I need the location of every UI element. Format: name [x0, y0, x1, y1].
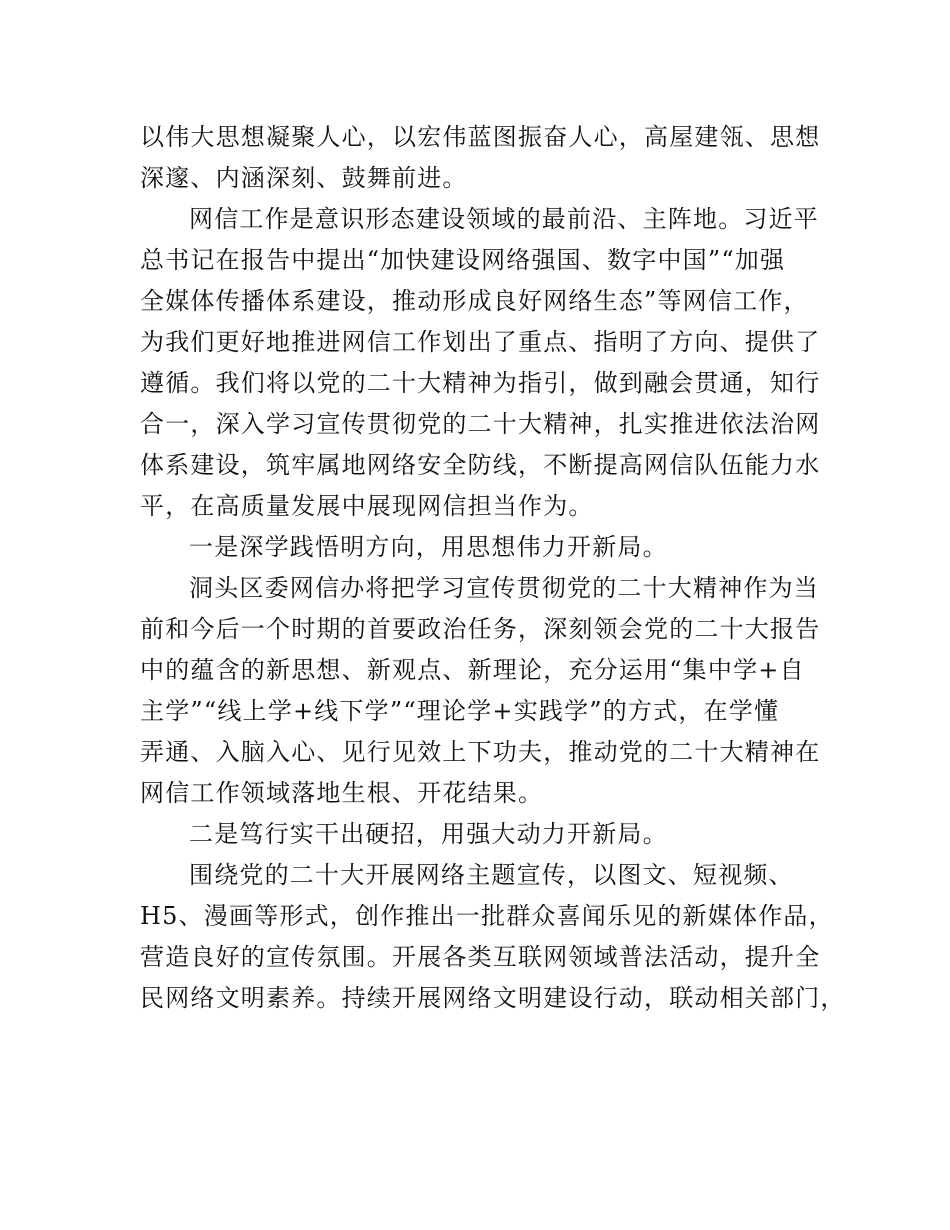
text-line: 总书记在报告中提出“加快建设网络强国、数字中国”“加强 [140, 246, 786, 274]
paragraph-publicity [140, 855, 846, 1019]
text-line: 网信工作是意识形态建设领域的最前沿、主阵地。习近平 [189, 205, 819, 233]
text-line: 中的蕴含的新思想、新观点、新理论，充分运用“集中学+自 [140, 656, 805, 684]
text-line: 平，在高质量发展中展现网信担当作为。 [140, 492, 594, 520]
section-heading-one [140, 527, 820, 568]
text-line: 主学”“线上学+线下学”“理论学+实践学”的方式，在学懂 [140, 697, 780, 725]
text-line: 体系建设，筑牢属地网络安全防线，不断提高网信队伍能力水 [140, 451, 821, 479]
heading-line: 一是深学践悟明方向，用思想伟力开新局。 [189, 533, 668, 561]
text-line: 营造良好的宣传氛围。开展各类互联网领域普法活动，提升全 [140, 943, 821, 971]
text-line: 洞头区委网信办将把学习宣传贯彻党的二十大精神作为当 [189, 574, 819, 602]
text-line: 以伟大思想凝聚人心，以宏伟蓝图振奋人心，高屋建瓴、思想 [140, 123, 821, 151]
heading-line: 二是笃行实干出硬招，用强大动力开新局。 [189, 820, 668, 848]
text-line: 弄通、入脑入心、见行见效上下功夫，推动党的二十大精神在 [140, 738, 821, 766]
text-line: 网信工作领域落地生根、开花结果。 [140, 779, 544, 807]
text-line: 全媒体传播体系建设，推动形成良好网络生态”等网信工作， [140, 287, 809, 315]
paragraph-network-work [140, 199, 820, 527]
text-line: 深邃、内涵深刻、鼓舞前进。 [140, 164, 468, 192]
text-line: 合一，深入学习宣传贯彻党的二十大精神，扎实推进依法治网 [140, 410, 821, 438]
document-body [140, 117, 846, 1019]
text-line: 遵循。我们将以党的二十大精神为指引，做到融会贯通，知行 [140, 369, 821, 397]
text-line: 前和今后一个时期的首要政治任务，深刻领会党的二十大报告 [140, 615, 821, 643]
text-line: 为我们更好地推进网信工作划出了重点、指明了方向、提供了 [140, 328, 821, 356]
text-line: 围绕党的二十大开展网络主题宣传，以图文、短视频、 [189, 861, 794, 889]
text-line: 民网络文明素养。持续开展网络文明建设行动，联动相关部门， [140, 984, 846, 1012]
text-line: H5、漫画等形式，创作推出一批群众喜闻乐见的新媒体作品， [140, 902, 834, 930]
section-heading-two [140, 814, 820, 855]
paragraph-study [140, 568, 820, 814]
paragraph-continuation [140, 117, 820, 199]
